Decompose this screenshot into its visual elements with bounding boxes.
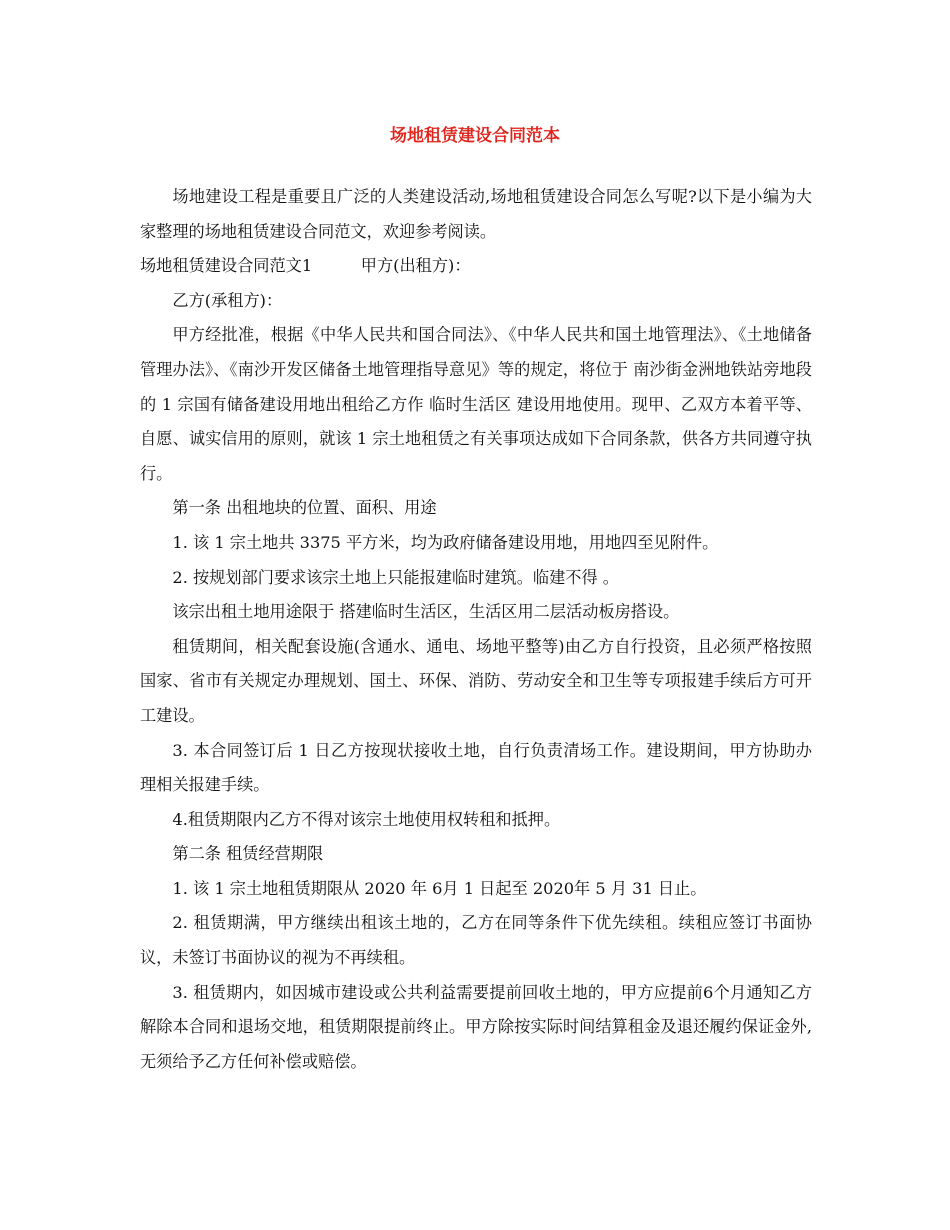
article-1-title: 第一条 出租地块的位置、面积、用途	[172, 498, 437, 518]
article-2-item-1: 1. 该 1 宗土地租赁期限从 2020 年 6月 1 日起至 2020年 5 月 31 日止。	[172, 878, 707, 898]
article-2-title: 第二条 租赁经营期限	[172, 844, 324, 864]
article-1-facilities: 租赁期间，相关配套设施(含通水、通电、场地平整等)由乙方自行投资，且必须严格按照国家、省市有关规定办理规划、国土、环保、消防、劳动安全和卫生等专项报建手续后方可开工建设。	[140, 636, 812, 725]
article-1-item-1: 1. 该 1 宗土地共 3375 平方米，均为政府储备建设用地，用地四至见附件。	[172, 532, 719, 552]
party-a-label: 甲方(出租方)：	[360, 256, 471, 276]
document-body	[140, 180, 812, 1079]
article-1-item-4: 4.租赁期限内乙方不得对该宗土地使用权转租和抵押。	[172, 809, 561, 829]
sample-heading-line	[140, 249, 812, 284]
article-1-item-3: 3. 本合同签订后 1 日乙方按现状接收土地，自行负责清场工作。建设期间，甲方协助办理相关报建手续。	[140, 740, 812, 795]
party-b-label: 乙方(承租方)：	[172, 290, 283, 310]
article-1-use: 该宗出租土地用途限于 搭建临时生活区，生活区用二层活动板房搭设。	[172, 602, 680, 622]
intro-paragraph: 场地建设工程是重要且广泛的人类建设活动,场地租赁建设合同怎么写呢?以下是小编为大家整理的场地租赁建设合同范文，欢迎参考阅读。	[140, 187, 812, 241]
article-2-item-2: 2. 租赁期满，甲方继续出租该土地的，乙方在同等条件下优先续租。续租应签订书面协议，未签订书面协议的视为不再续租。	[140, 913, 812, 968]
article-2-item-3: 3. 租赁期内，如因城市建设或公共利益需要提前回收土地的，甲方应提前6个月通知乙方解除本合同和退场交地，租赁期限提前终止。甲方除按实际时间结算租金及退还履约保证金外,无须给予乙方任何补偿或赔偿。	[140, 982, 812, 1071]
article-1-item-2: 2. 按规划部门要求该宗土地上只能报建临时建筑。临建不得 。	[172, 567, 619, 587]
preamble-paragraph: 甲方经批准，根据《中华人民共和国合同法》、《中华人民共和国土地管理法》、《土地储备管理办法》、《南沙开发区储备土地管理指导意见》等的规定，将位于 南沙街金洲地铁站旁地段的 1 宗国有储备建设用地出租给乙方作 临时生活区 建设用地使用。现甲、乙双方本着平等、自愿、诚实信用的原则，就该 1 宗土地租赁之有关事项达成如下合同条款，供各方共同遵守执行。	[140, 325, 812, 483]
sample-heading: 场地租赁建设合同范文1	[140, 256, 313, 276]
document-title: 场地租赁建设合同范本	[390, 126, 560, 146]
